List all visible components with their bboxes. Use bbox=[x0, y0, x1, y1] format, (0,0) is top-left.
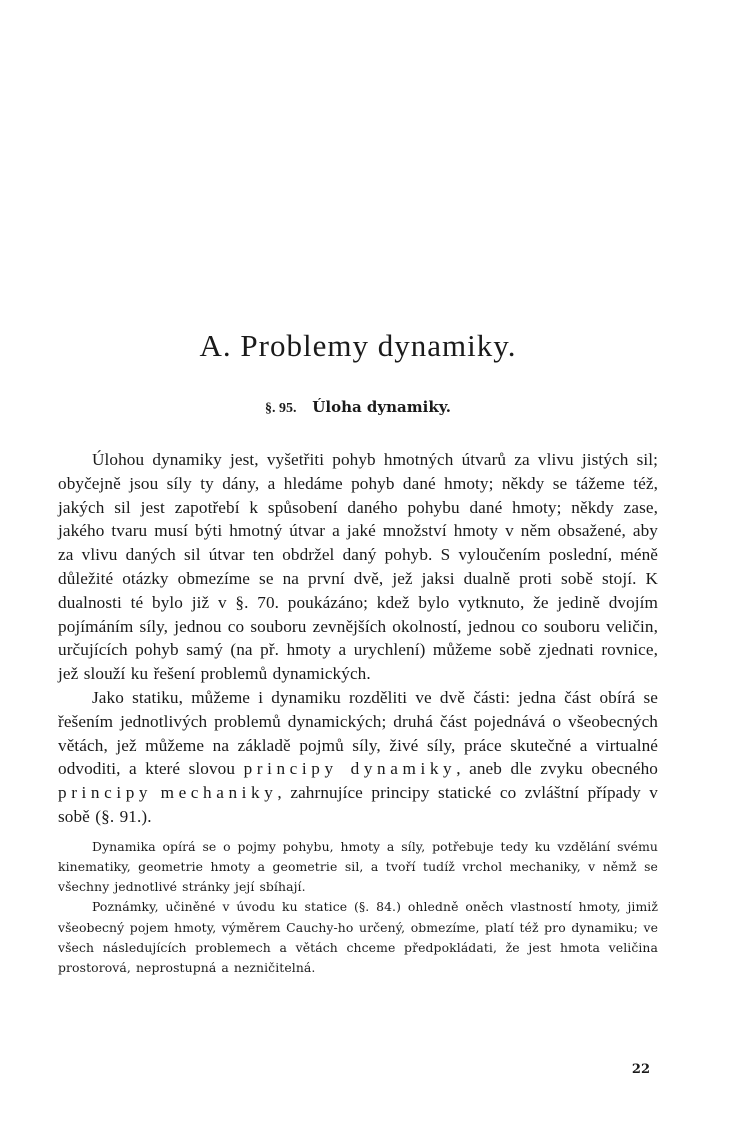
note-2: Poznámky, učiněné v úvodu ku statice (§. 84.) ohledně oněch vlastností hmoty, jimiž všeobecný pojem hmoty, výměrem Cauchy-ho určený, obmezíme, platí též pro dynamiku; ve všech následujících problemech a větách chceme předpokládati, že jest hmota veličina prostorová, neprostupná a nezničitelná. bbox=[58, 899, 658, 975]
term-principy: principy bbox=[58, 783, 153, 803]
page-number: 22 bbox=[631, 1062, 650, 1077]
notes bbox=[58, 837, 658, 978]
term-principy-dynamiky: principy dynamiky bbox=[243, 759, 457, 779]
paragraph-2-text-c: , zahrnujíce principy statické co zvláštní případy v sobě (§. 91.). bbox=[58, 783, 658, 826]
term-mechaniky: mechaniky bbox=[160, 783, 278, 803]
paragraph-2 bbox=[58, 686, 658, 829]
book-page bbox=[58, 0, 658, 1126]
chapter-title: A. Problemy dynamiky. bbox=[199, 328, 517, 363]
paragraph-2-text-a: Jako statiku, můžeme i dynamiku rozděliti ve dvě části: jedna část obírá se řešením jednotlivých problemů dynamických; druhá část pojednává o všeobecných větách, jež můžeme na základě pojmů síly, živé síly, práce skutečné a virtualné odvoditi, a které slovou bbox=[58, 687, 658, 779]
main-text bbox=[58, 448, 658, 978]
paragraph-1: Úlohou dynamiky jest, vyšetřiti pohyb hmotných útvarů za vlivu jistých sil; obyčejně jsou síly ty dány, a hledáme pohyb dané hmoty; někdy se tážeme též, jakých sil jest zapotřebí k spůsobení daného pohybu dané hmoty; někdy zase, jakého tvaru musí býti hmotný útvar a jaké množství hmoty v něm obsažené, aby za vlivu daných sil útvar ten obdržel daný pohyb. S vyloučením poslední, méně důležité otázky obmezíme se na první dvě, jež jaksi dualně proti sobě stojí. K dualnosti té bylo již v §. 70. poukázáno; kdež bylo vytknuto, že jedině dvojím pojímáním síly, jednou co souboru zevnějších okolností, jednou co souboru veličin, určujících pohyb samý (na př. hmoty a urychlení) můžeme sobě zjednati rovnice, jež slouží ku řešení problemů dynamických. bbox=[58, 450, 658, 684]
note-1: Dynamika opírá se o pojmy pohybu, hmoty a síly, potřebuje tedy ku vzdělání svému kinematiky, geometrie hmoty a geometrie sil, a tvoří tudíž vrchol mechaniky, v němž se všechny jednotlivé stránky její sbíhají. bbox=[58, 838, 658, 895]
section-number: §. 95. bbox=[265, 401, 297, 416]
section-heading bbox=[58, 398, 658, 417]
paragraph-2-text-b: , aneb dle zvyku obecného bbox=[456, 759, 658, 779]
section-title: Úloha dynamiky. bbox=[312, 398, 451, 416]
term-separator bbox=[152, 783, 161, 802]
